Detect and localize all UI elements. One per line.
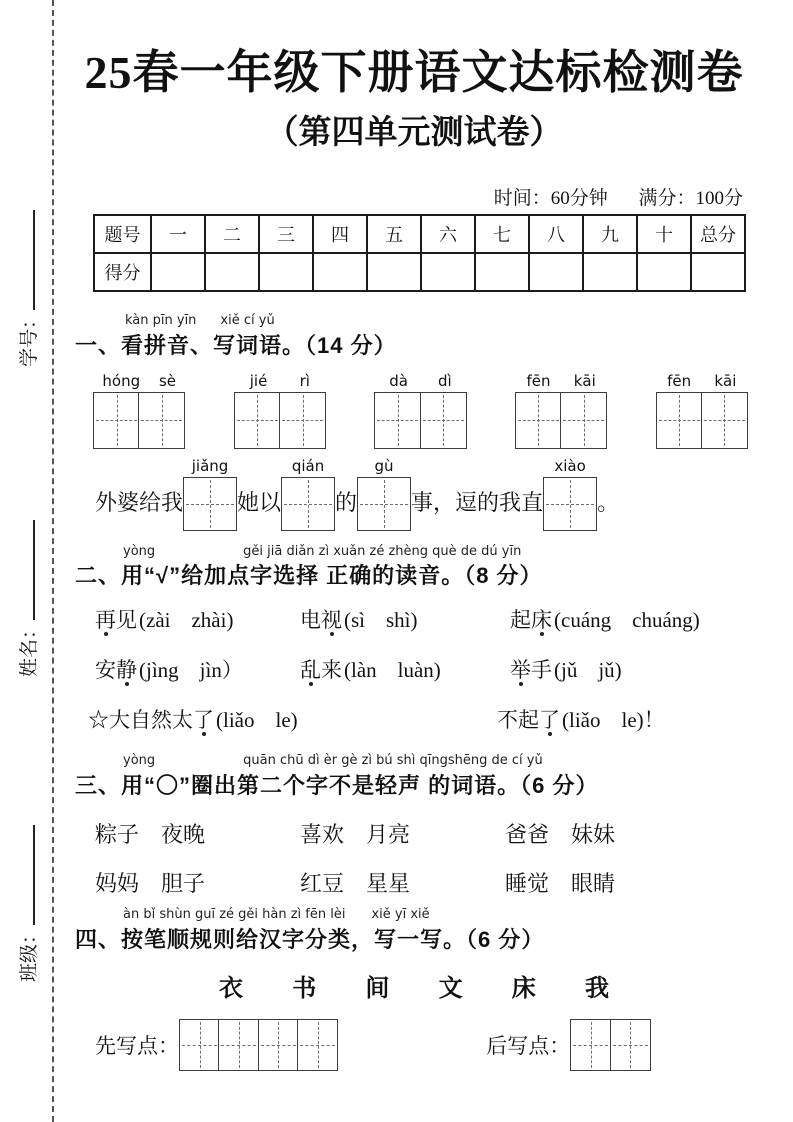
writing-grid-cell[interactable] (701, 392, 748, 449)
writing-grid-cell[interactable] (279, 392, 326, 449)
pinyin-label: gù (374, 456, 394, 475)
question-3-title: 三、用“〇”圈出第二个字不是轻声 的词语。（6 分） (75, 772, 599, 798)
hanzi-char: 间 (365, 975, 390, 1002)
question-1-sentence (95, 457, 753, 531)
writing-grid-cell[interactable] (179, 1019, 220, 1071)
syllable: fēn (526, 371, 551, 390)
q2-item[interactable] (497, 704, 665, 734)
word-part: 起 (510, 608, 531, 633)
dot-first-grid (179, 1019, 338, 1071)
writing-grid-cell[interactable] (218, 1019, 259, 1071)
pinyin-word-group (656, 372, 748, 449)
student-id-field (14, 210, 41, 367)
pinyin-text: xiě yī xiě (371, 906, 430, 922)
col-7: 七 (475, 215, 529, 253)
writing-grid-cell[interactable] (93, 392, 140, 449)
pinyin-options[interactable]: (liǎo le)！ (562, 708, 665, 733)
writing-grid-cell[interactable] (183, 477, 237, 531)
question-2-pinyin (75, 545, 753, 559)
syllable: sè (158, 371, 176, 390)
question-2-title: 二、用“√”给加点字选择 正确的读音。（8 分） (75, 563, 543, 589)
pinyin-text: yòng (123, 543, 156, 559)
hanzi-char: 衣 (219, 975, 243, 1002)
writing-grid-cell[interactable] (515, 392, 562, 449)
pinyin-label (656, 372, 748, 390)
writing-grid-cell[interactable] (560, 392, 607, 449)
pinyin-label: xiào (554, 456, 586, 475)
syllable: hóng (102, 371, 141, 390)
hanzi-char: 床 (511, 975, 536, 1002)
pinyin-options[interactable]: (cuáng chuáng) (554, 608, 700, 633)
col-9: 九 (583, 215, 637, 253)
score-cell[interactable] (691, 253, 745, 291)
score-cell[interactable] (367, 253, 421, 291)
hanzi-char: 文 (438, 975, 463, 1002)
score-cell[interactable] (637, 253, 691, 291)
writing-grid-cell[interactable] (234, 392, 281, 449)
pinyin-word-group (234, 372, 326, 449)
question-4-title: 四、按笔顺规则给汉字分类，写一写。（6 分） (75, 926, 545, 952)
writing-grid-cell[interactable] (374, 392, 421, 449)
sentence-text: 的 (335, 489, 358, 515)
word-part: ☆大自然太 (88, 708, 193, 733)
pinyin-options[interactable]: (sì shì) (344, 608, 418, 633)
question-1-pinyin (75, 314, 753, 328)
question-4-pinyin (75, 908, 753, 922)
full-score: 满分：100分 (638, 188, 743, 209)
word-pair[interactable]: 粽子 夜晚 (95, 821, 206, 847)
pinyin-options[interactable]: (zài zhài) (139, 608, 234, 633)
q2-item[interactable] (95, 604, 300, 634)
time-limit: 时间：60分钟 (493, 188, 608, 209)
question-3-row-2 (75, 867, 753, 898)
col-4: 四 (313, 215, 367, 253)
student-id-label: 学号： (19, 309, 40, 367)
sentence-box-group (543, 457, 597, 531)
dot-first-label: 先写点： (95, 1033, 179, 1058)
dotted-char: 了 (193, 708, 214, 733)
pinyin-text: àn bǐ shùn guī zé gěi hàn zì fēn lèi (123, 906, 346, 922)
writing-grid-cell[interactable] (297, 1019, 338, 1071)
question-2-heading (75, 545, 753, 591)
pinyin-label (374, 372, 466, 390)
pinyin-options[interactable]: (jìng jìn） (139, 658, 243, 683)
word-pair[interactable]: 妈妈 胆子 (95, 870, 206, 896)
dot-last-label: 后写点： (486, 1033, 571, 1058)
q2-item[interactable] (510, 654, 622, 684)
q2-item[interactable] (300, 604, 510, 634)
student-id-blank-line[interactable] (14, 210, 35, 310)
dot-last-grid (570, 1019, 650, 1071)
dashed-cut-line (52, 0, 54, 1122)
pinyin-options[interactable]: (làn luàn) (344, 658, 441, 683)
word-part: 见 (116, 608, 137, 633)
dotted-char: 乱 (300, 658, 321, 683)
question-2-row-2 (75, 654, 753, 684)
sentence-text: 外婆给我 (95, 489, 184, 515)
col-5: 五 (367, 215, 421, 253)
sentence-text: 。 (597, 489, 620, 515)
q2-item[interactable] (510, 604, 700, 634)
syllable: dà (389, 371, 408, 390)
hanzi-char: 书 (292, 975, 317, 1002)
score-cell[interactable] (259, 253, 313, 291)
score-cell[interactable] (421, 253, 475, 291)
dotted-char: 视 (321, 608, 342, 633)
col-2: 二 (205, 215, 259, 253)
class-blank-line[interactable] (14, 825, 35, 925)
writing-grid-cell[interactable] (656, 392, 703, 449)
question-4-characters (219, 968, 609, 1003)
sentence-box-group (357, 457, 411, 531)
pinyin-text: gěi jiā diǎn zì xuǎn zé zhèng què de dú yīn (243, 543, 522, 559)
hanzi-char: 我 (584, 975, 609, 1002)
word-pair[interactable]: 喜欢 月亮 (300, 821, 411, 847)
pinyin-word-group (374, 372, 466, 449)
sentence-text: 事，逗的我直 (411, 489, 544, 515)
question-2-row-3 (75, 704, 753, 734)
dotted-char: 床 (531, 608, 552, 633)
syllable: jié (249, 371, 268, 390)
score-cell[interactable] (313, 253, 367, 291)
writing-grid-cell[interactable] (420, 392, 467, 449)
question-2-row-1 (75, 604, 753, 634)
syllable: kāi (573, 371, 596, 390)
q2-item[interactable] (88, 704, 497, 734)
score-cell[interactable] (205, 253, 259, 291)
writing-grid-cell[interactable] (357, 477, 411, 531)
question-1-word-boxes (93, 372, 748, 449)
class-field (14, 825, 41, 982)
class-label: 班级： (19, 924, 40, 982)
question-1-heading (75, 314, 753, 360)
col-10: 十 (637, 215, 691, 253)
name-blank-line[interactable] (14, 520, 35, 620)
writing-grid-cell[interactable] (543, 477, 597, 531)
dotted-char: 再 (95, 608, 116, 633)
word-part: 不起 (497, 708, 539, 733)
syllable: dì (437, 371, 452, 390)
question-3-heading (75, 754, 753, 800)
word-pair[interactable]: 睡觉 眼睛 (505, 870, 616, 896)
col-8: 八 (529, 215, 583, 253)
pinyin-text: yòng (123, 753, 156, 769)
pinyin-options[interactable]: (liǎo le) (216, 708, 298, 733)
score-table (93, 214, 746, 292)
dotted-char: 静 (116, 658, 137, 683)
sentence-box-group (183, 457, 237, 531)
word-part: 电 (300, 608, 321, 633)
question-3-row-1 (75, 818, 753, 849)
dotted-char: 了 (539, 708, 560, 733)
sentence-text: 她以 (237, 489, 282, 515)
pinyin-label: qián (291, 456, 325, 475)
name-field (14, 520, 41, 677)
score-row-label: 得分 (94, 253, 151, 291)
word-part: 手 (531, 658, 552, 683)
question-4-heading (75, 908, 753, 954)
word-part: 来 (321, 658, 342, 683)
q2-item[interactable] (95, 654, 300, 684)
score-cell[interactable] (475, 253, 529, 291)
pinyin-word-group (515, 372, 607, 449)
question-4-write-row (95, 1019, 753, 1071)
pinyin-label (234, 372, 326, 390)
question-number-row (94, 215, 745, 253)
sentence-box-group (281, 457, 335, 531)
question-1-title: 一、看拼音、写词语。（14 分） (75, 332, 397, 358)
writing-grid-cell[interactable] (281, 477, 335, 531)
pinyin-label: jiǎng (191, 456, 229, 475)
score-row (94, 253, 745, 291)
writing-grid-cell[interactable] (138, 392, 185, 449)
dotted-char: 举 (510, 658, 531, 683)
pinyin-label (93, 372, 185, 390)
pinyin-text: xiě cí yǔ (220, 313, 275, 328)
q2-item[interactable] (300, 654, 510, 684)
col-6: 六 (421, 215, 475, 253)
student-info-sidebar (6, 0, 48, 1122)
pinyin-text: kàn pīn yīn (125, 313, 197, 328)
paper-main (75, 0, 753, 1071)
word-pair[interactable]: 红豆 星星 (300, 870, 411, 896)
pinyin-word-group (93, 372, 185, 449)
score-cell[interactable] (529, 253, 583, 291)
name-label: 姓名： (19, 619, 40, 677)
paper-subtitle: （第四单元测试卷） (265, 115, 563, 151)
syllable: kāi (714, 371, 737, 390)
pinyin-options[interactable]: (jǔ jǔ) (554, 658, 622, 683)
pinyin-text: quān chū dì èr gè zì bú shì qīngshēng de cí yǔ (243, 753, 543, 769)
score-cell[interactable] (151, 253, 205, 291)
word-pair[interactable]: 爸爸 妹妹 (505, 821, 616, 847)
paper-title: 25春一年级下册语文达标检测卷 (84, 47, 744, 98)
syllable: fēn (667, 371, 692, 390)
writing-grid-cell[interactable] (570, 1019, 611, 1071)
score-cell[interactable] (583, 253, 637, 291)
question-3-pinyin (75, 754, 753, 768)
exam-meta (75, 183, 753, 210)
word-part: 安 (95, 658, 116, 683)
pinyin-label (515, 372, 607, 390)
col-1: 一 (151, 215, 205, 253)
syllable: rì (299, 371, 310, 390)
question-row-label: 题号 (94, 215, 151, 253)
col-total: 总分 (691, 215, 745, 253)
writing-grid-cell[interactable] (258, 1019, 299, 1071)
col-3: 三 (259, 215, 313, 253)
writing-grid-cell[interactable] (610, 1019, 651, 1071)
